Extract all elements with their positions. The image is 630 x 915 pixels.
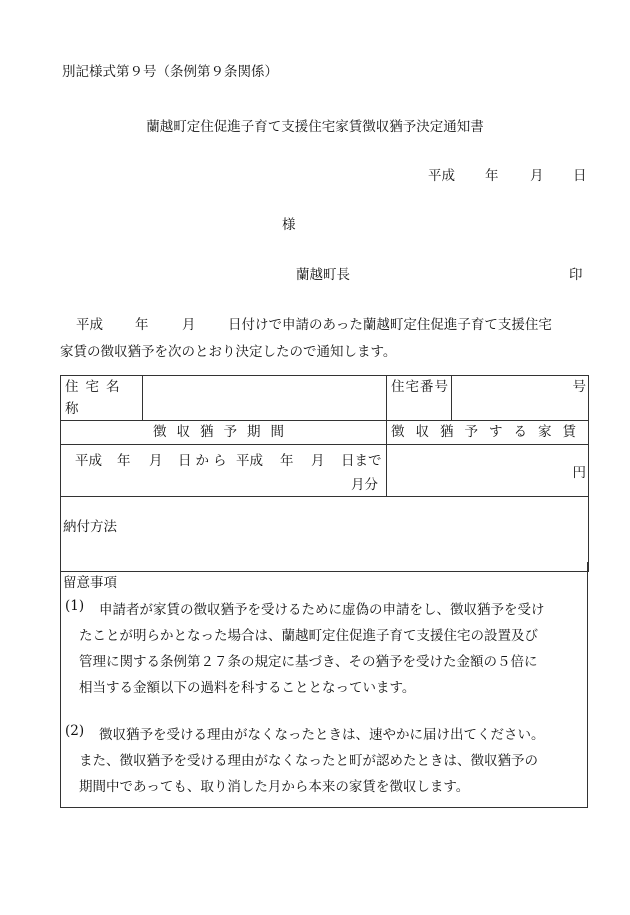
note-1-line: たことが明らかとなった場合は、蘭越町定住促進子育て支援住宅の設置及び (79, 628, 538, 644)
notes-heading: 留意事項 (63, 575, 117, 591)
note-1-line: 申請者が家賃の徴収猶予を受けるために虚偽の申請をし、徴収猶予を受け (99, 602, 545, 618)
issuer-name: 蘭越町長 (296, 267, 350, 283)
house-name-label: 住宅名称 (61, 376, 143, 421)
period-to-year: 年 (280, 453, 294, 469)
note-1-line: 相当する金額以下の過料を科することとなっています。 (79, 680, 416, 696)
date-month: 月 (530, 168, 544, 184)
date-era: 平成 (428, 168, 455, 184)
decision-table (60, 375, 589, 572)
note-2-line: 徴収猶予を受ける理由がなくなったときは、速やかに届け出てください。 (99, 727, 545, 743)
period-to-month: 月 (311, 453, 325, 469)
note-1-line: 管理に関する条例第２７条の規定に基づき、その猶予を受けた金額の５倍に (79, 654, 538, 670)
intro-month: 月 (182, 317, 196, 333)
note-2-line: また、徴収猶予を受ける理由がなくなったと町が認めたときは、徴収猶予の (79, 753, 538, 769)
period-months: 月分 (351, 477, 378, 493)
note-1-marker: (1) (65, 598, 85, 614)
period-from-month: 月 (149, 453, 163, 469)
rent-header: 徴収猶予する家賃 (387, 421, 589, 445)
note-2-marker: (2) (65, 723, 85, 739)
period-from-year: 年 (117, 453, 131, 469)
document-title: 蘭越町定住促進子育て支援住宅家賃徴収猶予決定通知書 (146, 119, 484, 135)
date-year: 年 (485, 168, 499, 184)
intro-line-1 (0, 313, 630, 333)
intro-rest: 日付けで申請のあった蘭越町定住促進子育て支援住宅 (228, 317, 552, 333)
notes-section (60, 562, 588, 808)
period-from-era: 平成 (75, 453, 102, 469)
period-to-day: 日まで (341, 453, 382, 469)
intro-era: 平成 (76, 317, 103, 333)
period-to-era: 平成 (236, 453, 263, 469)
period-from-day: 日から (178, 453, 231, 469)
rent-unit: 円 (572, 465, 586, 481)
house-number-field[interactable] (452, 376, 589, 421)
seal-mark: 印 (569, 267, 583, 283)
intro-line-2: 家賃の徴収猶予を次のとおり決定したので通知します。 (60, 344, 397, 360)
period-header: 徴収猶予期間 (61, 421, 387, 445)
house-number-label: 住宅番号 (387, 376, 452, 421)
payment-method-field[interactable] (61, 497, 589, 572)
date-day: 日 (573, 168, 587, 184)
addressee-suffix: 様 (282, 217, 296, 233)
period-field[interactable] (61, 445, 387, 497)
rent-field[interactable] (387, 445, 589, 497)
form-label: 別記様式第９号（条例第９条関係） (62, 64, 278, 80)
payment-method-label: 納付方法 (63, 519, 117, 535)
house-name-field[interactable] (143, 376, 387, 421)
note-2-line: 期間中であっても、取り消した月から本来の家賃を徴収します。 (79, 779, 470, 795)
house-number-unit: 号 (572, 379, 586, 395)
intro-year: 年 (135, 317, 149, 333)
issue-date (0, 164, 630, 184)
